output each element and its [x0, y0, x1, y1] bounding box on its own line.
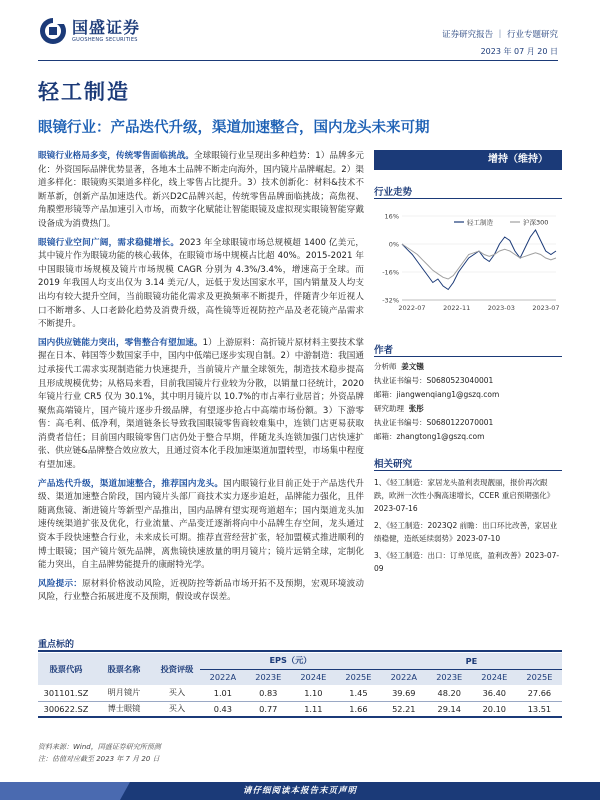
x-tick-label: 2023-03	[487, 304, 515, 312]
trend-divider	[374, 198, 562, 199]
header-pe: PE	[381, 653, 562, 669]
author-title: 作者	[374, 345, 394, 356]
summary-paragraph	[38, 150, 364, 232]
author-divider	[374, 356, 562, 357]
y-tick-label: 0%	[388, 240, 399, 249]
cell-value: 29.14	[437, 703, 461, 714]
industry-name: 轻工制造	[38, 80, 130, 104]
cert-label: 执业证书编号：	[374, 418, 427, 427]
legend-label: 沪深300	[523, 218, 549, 227]
trend-chart-svg	[374, 206, 562, 324]
year-header: 2024E	[300, 672, 327, 683]
paragraph-lead: 风险提示：	[38, 578, 83, 589]
cell-value: 39.69	[392, 687, 416, 698]
email-label: 邮箱：	[374, 390, 397, 399]
year-header: 2023E	[255, 672, 282, 683]
paragraph-body: 2023 年全球眼镜市场总规模超 1400 亿美元，其中镜片作为眼镜功能的核心载体，在眼镜市场中规模占比超 40%。2015-2021 年中国眼镜市场规模及镜片市场规模 CAGR 分别为 4.3%/3.4%，增速高于全球。而 2019 年我国人均支出仅为 3.14 美元/人，远低于发达国家水平，国内销量及人均支出均有较大提升空间，当前眼镜功能化需求及更换频率不断提升，伴随青少年近视人口不断增多、人口老龄化趋势及消费升级，高性镜等近视防控产品及老花镜产品需求不断提升。	[38, 237, 364, 330]
guosheng-logo-icon	[38, 16, 68, 46]
trend-chart	[374, 206, 562, 324]
author-email-line	[374, 430, 562, 444]
cell-value: 0.43	[213, 703, 232, 714]
report-title: 眼镜行业：产品迭代升级，渠道加速整合，国内龙头未来可期	[38, 120, 430, 136]
author-email-line	[374, 388, 562, 402]
footer-disclaimer: 请仔细阅读本报告末页声明	[242, 786, 357, 796]
y-tick-label: -16%	[382, 268, 399, 277]
report-type: 证券研究报告 ｜ 行业专题研究	[442, 30, 558, 40]
table-row	[38, 701, 562, 717]
logo-name: 国盛证券	[72, 17, 141, 37]
header-name: 股票名称	[107, 663, 141, 674]
y-tick-label: -32%	[382, 296, 399, 305]
cell-rating: 买入	[168, 687, 186, 698]
rating-badge: 增持（维持）	[374, 150, 562, 170]
x-tick-label: 2023-07	[532, 304, 560, 312]
year-header: 2022A	[209, 672, 237, 683]
author-name: 姜文镪	[401, 362, 424, 371]
author-cert-line	[374, 416, 562, 430]
year-header: 2024E	[481, 672, 508, 683]
author-email[interactable]: jiangwenqiang1@gszq.com	[396, 390, 500, 399]
series-line-light-industry	[402, 230, 556, 290]
summary-paragraph	[38, 237, 364, 332]
related-list	[374, 476, 560, 579]
table-note: 注：估值对应截至 2023 年 7 月 20 日	[38, 755, 160, 763]
cell-value: 0.77	[259, 703, 278, 714]
cell-value: 13.51	[527, 703, 552, 714]
author-cert-line	[374, 374, 562, 388]
paragraph-body: 国内眼镜行业目前正处于产品迭代升级、渠道加速整合阶段，国内镜片头部厂商技术实力逐步追赶，品牌能力强化，且伴随离焦镜、渐进镜片等新型产品推出，国内品牌有望实现弯道超车；国内渠道龙头加速传统渠道扩张及优化，行业流量、产品变迁逐渐将向中小品牌生存空间，龙头通过资本手段快速整合行业，未来成长可期。推荐直营经营扩张，轻加盟模式推进顺利的博士眼镜；国产镜片领先品牌，离焦镜快速放量的明月镜片；镜片远销全球，定制化能力突出，自主品牌势能提升的康耐特光学。	[38, 478, 364, 571]
paragraph-body: 1）上游原料：高折镜片原材料主要技术掌握在日本、韩国等少数国家手中，国内中低端已逐步实现自制。2）中游制造：我国通过承接代工需求实现制造能力快速提升，当前镜片产量全球领先，制造技术稳步提高且形成规模优势；从格局来看，目前我国镜片行业较为分散，以销量口径统计，2020 年镜片行业 CR5 仅为 30.1%，其中明月镜片以 10.7%的市占率行业居首；外资品牌聚焦高端镜片，国产镜片逐步升级品牌，有望逐步抢占中高端市场份额。3）下游零售：高毛利、低净利，渠道链条长导致我国眼镜零售商较难集中，连锁门店更易获取消费者信任；目前国内眼镜零售门店仍处于整合早期，伴随龙头连锁加强门店快速扩张、供应链&品牌整合效应放大，且通过资本化手段加速渠道加盟转型，市场集中程度有望加速。	[38, 337, 364, 471]
focus-table	[38, 653, 562, 718]
cell-value: 1.01	[213, 687, 232, 698]
x-tick-label: 2022-07	[398, 304, 426, 312]
focus-header-row	[38, 653, 562, 669]
author-label: 研究助理	[374, 404, 404, 413]
cell-value: 48.20	[437, 687, 461, 698]
author-list	[374, 360, 562, 444]
summary-paragraph	[38, 337, 364, 473]
author-label: 分析师	[374, 362, 397, 371]
related-item[interactable]: 2、《轻工制造：2023Q2 前瞻：出口环比改善，家居业绩稳健，造纸延续弱势》2023-07-10	[374, 521, 558, 543]
author-name-line	[374, 360, 562, 374]
related-title: 相关研究	[374, 459, 413, 470]
summary-paragraph	[38, 578, 364, 605]
header-rating: 投资评级	[160, 663, 194, 674]
cell-value: 1.45	[349, 687, 368, 698]
header-eps: EPS（元）	[200, 653, 381, 669]
header-divider	[38, 60, 558, 61]
cell-code: 301101.SZ	[43, 687, 89, 698]
author-cert: S0680523040001	[426, 376, 494, 385]
author-email[interactable]: zhangtong1@gszq.com	[396, 432, 485, 441]
cell-value: 1.66	[349, 703, 368, 714]
header-code: 股票代码	[49, 664, 83, 674]
focus-table-wrap	[38, 653, 562, 718]
related-item[interactable]: 1、《轻工制造：家居龙头盈利表现靓丽，报价再次跟跌，欧洲一次性小胸高速增长，CCER 重启预期强化》2023-07-16	[374, 478, 555, 513]
author-name: 张彤	[408, 404, 424, 413]
year-header: 2023E	[436, 672, 463, 683]
logo-english-name: GUOSHENG SECURITIES	[72, 36, 138, 43]
cell-value: 27.66	[527, 687, 552, 698]
cell-rating: 买入	[168, 703, 186, 714]
summary-body	[38, 150, 364, 610]
cell-name: 博士眼镜	[107, 703, 141, 714]
year-header: 2022A	[390, 672, 418, 683]
legend-label: 轻工制造	[467, 218, 493, 227]
cell-value: 1.11	[304, 703, 323, 714]
paragraph-lead: 国内供应链能力突出，零售整合有望加速。	[38, 337, 203, 348]
logo	[38, 16, 148, 46]
series-line-csi300	[402, 244, 556, 279]
x-tick-label: 2022-11	[443, 304, 471, 312]
paragraph-body: 原材料价格波动风险，近视防控等新品市场开拓不及预期，宏观环境波动风险，行业整合拓展进度不及预期，假设或存误差。	[38, 578, 364, 603]
paragraph-lead: 眼镜行业格局多变，传统零售面临挑战。	[38, 151, 194, 161]
cell-value: 20.10	[482, 703, 507, 714]
cert-label: 执业证书编号：	[374, 376, 427, 385]
table-source: 资料来源：Wind，国盛证券研究所预测	[38, 743, 161, 751]
paragraph-lead: 产品迭代升级，渠道加速整合，推荐国内龙头。	[38, 478, 224, 489]
focus-top-rule	[38, 650, 562, 652]
summary-paragraph	[38, 478, 364, 573]
cell-value: 36.40	[482, 687, 507, 698]
cell-name: 明月镜片	[107, 687, 141, 698]
report-date: 2023 年 07 月 20 日	[480, 47, 558, 56]
related-divider	[374, 470, 562, 471]
author-name-line	[374, 402, 562, 416]
year-header: 2025E	[526, 672, 553, 683]
cell-value: 52.21	[392, 703, 416, 714]
table-row	[38, 685, 562, 701]
year-header: 2025E	[345, 672, 372, 683]
cell-value: 0.83	[259, 687, 278, 698]
email-label: 邮箱：	[374, 432, 397, 441]
cell-code: 300622.SZ	[43, 703, 89, 714]
y-tick-label: 16%	[384, 212, 399, 221]
related-item[interactable]: 3、《轻工制造：出口：订单见底，盈利改善》2023-07-09	[374, 551, 560, 573]
cell-value: 1.10	[304, 687, 323, 698]
trend-title: 行业走势	[374, 187, 413, 198]
paragraph-body: 全球眼镜行业呈现出多种趋势：1）品牌多元化：外资国际品牌优势显著，各地本土品牌不断走向海外，国内镜片品牌崛起。2）渠道多样化：眼镜购买渠道多样化，线上零售占比提升。3）技术创新化：材料&技术不断革新，创新产品加速迭代。新兴D2C品牌兴起，传统零售品牌面临挑战；高焦视、角膜塑形镜等产品加速引入市场，而数字化赋能让智能眼镜及虚拟现实眼镜智能穿戴设备成为消费热门。	[38, 151, 364, 229]
author-cert: S0680122070001	[426, 418, 494, 427]
focus-title: 重点标的	[38, 640, 75, 650]
paragraph-lead: 眼镜行业空间广阔，需求稳健增长。	[38, 237, 180, 248]
